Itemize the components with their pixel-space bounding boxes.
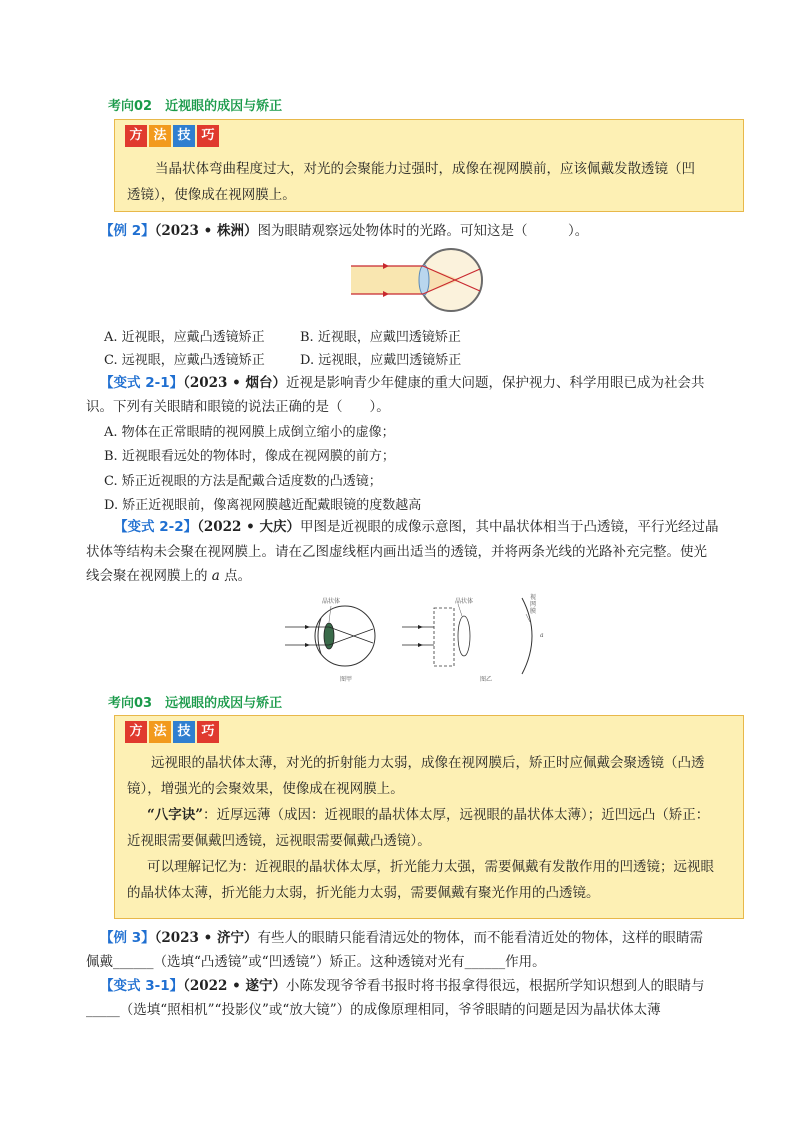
tips2-badge-1: 方: [125, 721, 147, 743]
light-beam: [351, 266, 423, 294]
variant22-source: （2022 • 大庆）: [197, 519, 300, 535]
tips-box-myopia: [114, 119, 744, 212]
variant22-line2: 状体等结构未会聚在视网膜上。请在乙图虚线框内画出适当的透镜，并将两条光线的光路补充完整。使光: [86, 544, 707, 560]
variant21-option-a: A. 物体在正常眼睛的视网膜上成倒立缩小的虚像；: [104, 425, 395, 440]
variant21-text1: 近视是影响青少年健康的重大问题，保护视力、科学用眼已成为社会共: [285, 375, 705, 391]
figure-jia-lens-label: 晶状体: [322, 598, 341, 605]
example2-label: 【例 2】: [100, 223, 155, 239]
example2-option-b: B. 近视眼，应戴凹透镜矫正: [300, 330, 461, 345]
figure-yi-caption: 图乙: [480, 676, 493, 683]
example2-option-a: A. 近视眼，应戴凸透镜矫正: [104, 330, 265, 345]
tips2-rhyme-text: ：近厚远薄（成因：近视眼的晶状体太厚，远视眼的晶状体太薄）；近凹远凸（矫正：: [203, 807, 710, 823]
tips-badge-4: 巧: [197, 125, 219, 147]
variant21-option-b: B. 近视眼看远处的物体时，像成在视网膜的前方；: [104, 449, 395, 464]
eye-lightpath-diagram: [343, 246, 488, 314]
variant31-source: （2022 • 遂宁）: [183, 978, 286, 994]
tips-box-hyperopia: [114, 715, 744, 919]
variant21-option-d: D. 矫正近视眼前，像离视网膜越近配戴眼镜的度数越高: [104, 498, 422, 513]
variant21-label: 【变式 2-1】: [100, 375, 184, 391]
variant22-text3a: 线会聚在视网膜上的: [86, 568, 212, 584]
variant21-line1: [100, 373, 704, 393]
example2-option-c: C. 远视眼，应戴凸透镜矫正: [104, 353, 265, 368]
tips2-line2: 镜），增强光的会聚效果，使像成在视网膜上。: [127, 781, 404, 797]
variant31-line1: [100, 976, 704, 996]
tips-badges: [125, 125, 219, 147]
variant21-option-c: C. 矫正近视眼的方法是配戴合适度数的凸透镜；: [104, 474, 382, 489]
example3-source: （2023 • 济宁）: [154, 930, 258, 946]
example3-line1: [100, 928, 703, 948]
tips-text-line1: 当晶状体弯曲程度过大，对光的会聚能力过强时，成像在视网膜前，应该佩戴发散透镜（凹: [155, 161, 695, 177]
figure-yi-point-a: a: [540, 632, 544, 639]
variant22-line1: [114, 517, 718, 537]
variant22-point-a: a: [211, 568, 220, 584]
figure-jia-caption: 图甲: [340, 676, 353, 683]
variant31-text1: 小陈发现爷爷看书报时将书报拿得很远，根据所学知识想到人的眼睛与: [285, 978, 705, 994]
example3-line2: 佩戴______（选填“凸透镜”或“凹透镜”）矫正。这种透镜对光有______作用。: [86, 954, 546, 970]
section-heading-hyperopia: 考向03 远视眼的成因与矫正: [108, 696, 283, 711]
variant22-text3b: 点。: [219, 568, 252, 584]
tips-badge-1: 方: [125, 125, 147, 147]
eye-lens: [419, 265, 429, 295]
tips2-badge-2: 法: [149, 721, 171, 743]
tips-badge-2: 法: [149, 125, 171, 147]
tips2-rhyme-bold: “八字诀”: [147, 807, 204, 823]
variant21-source: （2023 • 烟台）: [183, 375, 286, 391]
variant22-line3: [86, 566, 251, 586]
tips-badge-3: 技: [173, 125, 195, 147]
example2-text: 图为眼睛观察远处物体时的光路。可知这是（ ）。: [257, 223, 589, 239]
example3-label: 【例 3】: [100, 930, 155, 946]
variant21-line2: 识。下列有关眼睛和眼镜的说法正确的是（ ）。: [86, 399, 390, 415]
variant22-label: 【变式 2-2】: [114, 519, 198, 535]
figure-yi-lens-label: 晶状体: [455, 598, 474, 605]
tips2-memo-line2: 的晶状体太薄，折光能力太弱，折光能力太弱，需要佩戴有聚光作用的凸透镜。: [127, 885, 600, 901]
figure-jia-myopia-eye: [283, 594, 389, 680]
tips2-badge-4: 巧: [197, 721, 219, 743]
figure-yi-retina-label: 视网膜: [530, 594, 537, 615]
tips2-memo-line1: 可以理解记忆为：近视眼的晶状体太厚，折光能力太强，需要佩戴有发散作用的凹透镜；远视眼: [147, 859, 714, 875]
tips2-rhyme-line1: [127, 802, 733, 828]
example2-question: [100, 221, 588, 241]
tips2-line1: 远视眼的晶状体太薄，对光的折射能力太弱，成像在视网膜后，矫正时应佩戴会聚透镜（凸透: [151, 755, 705, 771]
lens-outline: [458, 616, 470, 656]
variant31-label: 【变式 3-1】: [100, 978, 184, 994]
figure-yi-diagram: [400, 594, 550, 680]
tips2-badge-3: 技: [173, 721, 195, 743]
example3-text1: 有些人的眼睛只能看清远处的物体，而不能看清近处的物体，这样的眼睛需: [257, 930, 703, 946]
tips2-rhyme-line2: 近视眼需要佩戴凹透镜，远视眼需要佩戴凸透镜）。: [127, 833, 431, 849]
example2-source: （2023 • 株洲）: [154, 223, 258, 239]
variant22-text1: 甲图是近视眼的成像示意图，其中晶状体相当于凸透镜，平行光经过晶: [299, 519, 719, 535]
variant31-line2: _____（选填“照相机”“投影仪”或“放大镜”）的成像原理相同，爷爷眼睛的问题是因为晶状体太薄: [86, 1002, 661, 1018]
tips-text-line2: 透镜），使像成在视网膜上。: [127, 187, 296, 203]
example2-option-d: D. 远视眼，应戴凹透镜矫正: [300, 353, 462, 368]
tips-badges-2: [125, 721, 219, 743]
section-heading-myopia: 考向02 近视眼的成因与矫正: [108, 99, 283, 114]
dashed-lens-box: [434, 608, 454, 666]
